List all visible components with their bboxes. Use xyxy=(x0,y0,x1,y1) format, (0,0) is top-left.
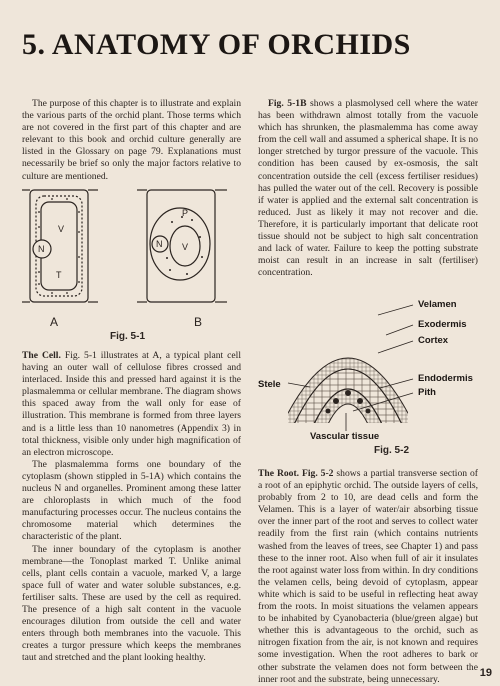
page-number: 19 xyxy=(479,667,492,679)
cell-paragraph-2: The plasmalemma forms one boundary of the cytoplasm (shown stippled in 5-1A) which contains the nucleus N and organelles. Prominent among these latter are chloroplasts in which much of the food manufacturing processes occur. The nucleus contains the chromosome material which determines the characteristic of the plant. xyxy=(22,458,241,543)
label-p: P xyxy=(182,208,189,218)
fig1-label-b: B xyxy=(194,315,203,329)
root-text: shows a partial transverse section of a root of an epiphytic orchid. The outside layers of cells, probably from 2 to 10, are dead cells and form the Velamen. This is a layer of water/air absorbing tissue over the inner part of the root and serves to collect water readily from the first rain (which contains nutrients washed from the leaves of trees, see Chapter 1) and pass these to the inner root. Also when full of air it insulates the root against water loss from within. In dry conditions the velamen cells, being devoid of cytoplasm, appear white which is said to be useful in reflecting heat away from the roots. In moist situations the velamen appears to be inhabited by Cyanobacteria (blue/green algae) but whether this is advantageous to the orchid, such as nitrogen fixation from the air, is not known and requires some investigation. When the root adheres to bark or other substrate the velamen does not form between the inner root and the substrate, being unnecessary. xyxy=(258,468,478,685)
label-vascular-tissue: Vascular tissue xyxy=(310,431,380,442)
cell-paragraph-3: The inner boundary of the cytoplasm is another membrane—the Tonoplast marked T. Unlike animal cells, plant cells contain a vacuole, marked V, a large space full of water and water soluble substances, e.g. fertiliser salts. These are used by the cell as required. The presence of a high salt content in the vacuole encourages dilution from outside the cell and water enters through both membranes into the vacuole. This creates a turgor pressure which keeps the membranes taut and stretched and the plant looking healthy. xyxy=(22,543,241,664)
fig2-caption: Fig. 5-2 xyxy=(374,445,410,456)
right-column xyxy=(258,98,478,279)
root-heading: The Root. xyxy=(258,468,300,479)
label-endodermis: Endodermis xyxy=(418,373,473,384)
label-t: T xyxy=(56,270,62,280)
figure-5-2 xyxy=(258,283,478,459)
intro-paragraph: The purpose of this chapter is to illustrate and explain the various parts of the orchid plant. Those terms which are not covered in the first part of this chapter and are relevant to this book and orchid culture generally are listed in the Glossary on page 79. Explanations must necessarily be brief so only the major factors relative to culture are mentioned. xyxy=(22,98,241,182)
fig1-label-a: A xyxy=(50,315,59,329)
label-exodermis: Exodermis xyxy=(418,319,467,330)
plasmolysis-text: shows a plasmolysed cell where the water has been withdrawn almost totally from the vacuole which has shrunken, the plasmalemma has come away from the cell wall and assumed a spherical shape. It is no longer stretched by turgor pressure of the vacuole. This condition has been caused by ex-osmosis, the salt concentration outside the cell (excess fertiliser residues) has pulled the water out of the cell. Recovery is possible if water is applied and the external salt concentration is reduced. Just as likely it may not recover and die. Therefore, it is particularly important that delicate root tissue should not be subject to high salt concentration and lack of water. Failure to keep the potting substrate moist can result in an increase in salt (fertiliser) concentration. xyxy=(258,98,478,279)
figure-5-1 xyxy=(22,182,241,344)
root-layers xyxy=(278,358,418,433)
fig1b-reference: Fig. 5-1B xyxy=(268,98,307,109)
label-n-b: N xyxy=(156,239,163,249)
cell-paragraph-1 xyxy=(22,350,241,459)
label-pith: Pith xyxy=(418,387,436,398)
page-title: 5. ANATOMY OF ORCHIDS xyxy=(22,28,411,61)
cell-heading: The Cell. xyxy=(22,350,61,361)
root-section xyxy=(258,468,478,686)
left-column xyxy=(22,98,241,183)
label-n-a: N xyxy=(38,244,45,254)
root-fig-reference: Fig. 5-2 xyxy=(302,468,334,479)
label-cortex: Cortex xyxy=(418,335,449,346)
fig1-caption: Fig. 5-1 xyxy=(110,331,146,342)
cell-text-1: Fig. 5-1 illustrates at A, a typical plant cell having an outer wall of cellulose fibres crossed and interlaced. Inside this and pressed hard against it is the plasmalemma or cellular membrane. The diagram shows this spaced away from the wall only for ease of illustration. This membrane is formed from three layers and is a little less than 10 nanometres (Appendix 3) in total thickness, visible only under high magnification of an electron microscope. xyxy=(22,350,241,458)
plasmolysis-paragraph xyxy=(258,98,478,279)
label-v-b: V xyxy=(182,242,189,252)
label-v: V xyxy=(58,224,65,234)
label-stele: Stele xyxy=(258,379,281,390)
cell-a xyxy=(22,190,98,302)
root-paragraph xyxy=(258,468,478,686)
label-velamen: Velamen xyxy=(418,299,457,310)
left-column-body xyxy=(22,350,241,664)
